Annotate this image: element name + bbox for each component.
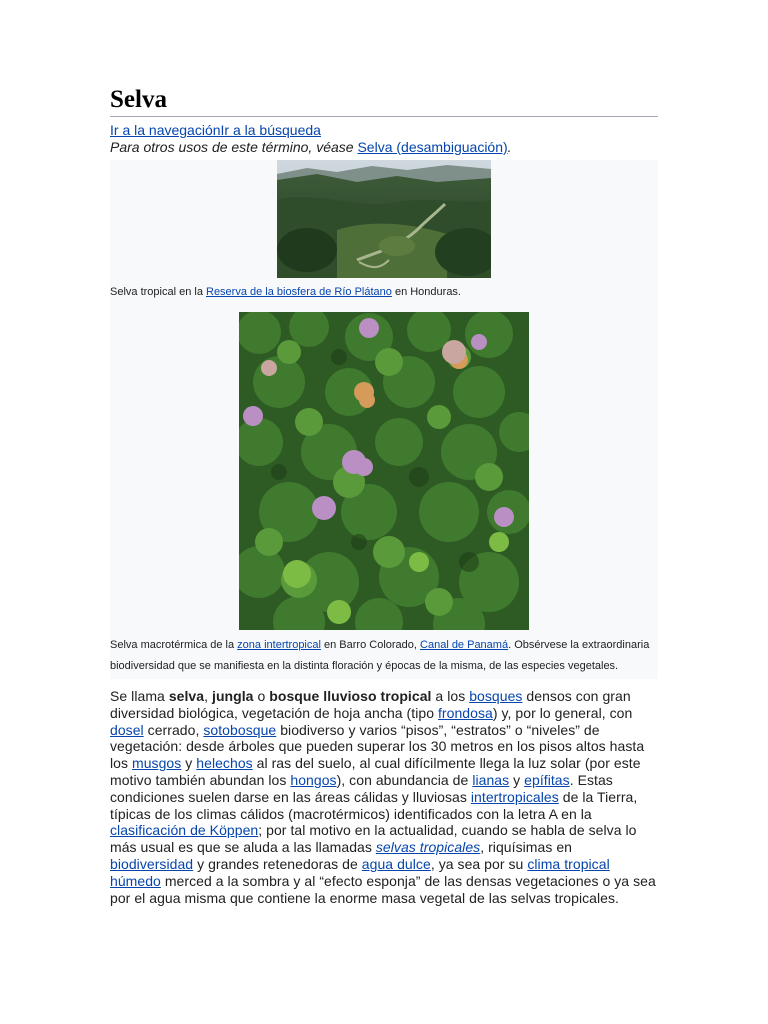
clima-tropical-humedo-link[interactable]: clima tropical húmedo bbox=[110, 855, 610, 889]
clasificacion-koppen-link[interactable]: clasificación de Köppen bbox=[110, 822, 259, 839]
figure1-caption bbox=[110, 282, 658, 303]
jump-links bbox=[110, 122, 658, 139]
article bbox=[110, 86, 658, 906]
text-span: , riquísimas en bbox=[480, 839, 573, 856]
canal-de-panama-link[interactable]: Canal de Panamá bbox=[420, 639, 509, 651]
hongos-link[interactable]: hongos bbox=[290, 771, 337, 788]
lianas-link[interactable]: lianas bbox=[472, 771, 510, 788]
figure1-caption-end: en Honduras. bbox=[391, 286, 461, 298]
zona-intertropical-link[interactable]: zona intertropical bbox=[237, 639, 321, 651]
text-span: ) y, por lo general, con bbox=[492, 704, 633, 721]
text-span: densos con gran diversidad biológica, vegetación de hoja ancha (tipo bbox=[110, 688, 631, 721]
bosques-link[interactable]: bosques bbox=[469, 688, 523, 704]
jump-to-navigation-link[interactable]: Ir a la navegación bbox=[110, 122, 221, 138]
musgos-link[interactable]: musgos bbox=[132, 755, 182, 772]
figure2-caption bbox=[110, 635, 658, 677]
biodiversidad-link[interactable]: biodiversidad bbox=[110, 855, 194, 872]
helechos-link[interactable]: helechos bbox=[196, 755, 253, 772]
hatnote-text: Para otros usos de este término, véase bbox=[110, 139, 358, 155]
rio-platano-forest-image[interactable] bbox=[277, 160, 491, 278]
text-span: de la Tierra, típicas de los climas cálidos (macrotérmicos) identificados con la letra A en la bbox=[110, 788, 638, 822]
hatnote bbox=[110, 139, 658, 156]
text-span: y grandes retenedoras de bbox=[193, 855, 362, 872]
text-span: ; por tal motivo en la actualidad, cuando se habla de selva lo más usual es que se aluda a las llamadas bbox=[110, 822, 637, 856]
text-span: merced a la sombra y al “efecto esponja” de las densas vegetaciones o ya sea por el agua misma que contiene la enorme masa vegetal de las selvas tropicales. bbox=[110, 872, 656, 906]
intro-paragraph bbox=[110, 688, 658, 906]
dosel-link[interactable]: dosel bbox=[110, 721, 144, 738]
text-span: y bbox=[181, 755, 197, 772]
text-span: a los bbox=[431, 688, 470, 704]
barro-colorado-canopy-image[interactable] bbox=[239, 312, 529, 630]
figure1-caption-text: Selva tropical en la bbox=[110, 286, 206, 298]
figure2-caption-text: Selva macrotérmica de la bbox=[110, 639, 238, 651]
bold-term-selva: selva bbox=[168, 688, 205, 704]
text-span: biodiverso y varios “pisos”, “estratos” o “niveles” de vegetación: desde árboles que pueden superar los 30 metros en los pisos altos hasta los bbox=[110, 721, 645, 772]
rio-platano-link[interactable]: Reserva de la biosfera de Río Plátano bbox=[206, 286, 392, 298]
disambiguation-link[interactable]: Selva (desambiguación) bbox=[357, 139, 508, 155]
text-span: . Estas condiciones suelen darse en las áreas cálidas y lluviosas bbox=[110, 771, 613, 805]
text-span: al ras del suelo, al cual difícilmente llega la luz solar (por este motivo también abundan los bbox=[110, 755, 641, 788]
agua-dulce-link[interactable]: agua dulce bbox=[361, 855, 431, 872]
figures-box bbox=[110, 160, 658, 679]
bold-term-jungla: jungla bbox=[212, 688, 254, 704]
intertropicales-link[interactable]: intertropicales bbox=[470, 788, 559, 805]
text-span: ), con abundancia de bbox=[336, 771, 473, 788]
text-span: , bbox=[204, 688, 212, 704]
epifitas-link[interactable]: epífitas bbox=[524, 771, 570, 788]
text-span: y bbox=[509, 771, 525, 788]
jump-to-search-link[interactable]: Ir a la búsqueda bbox=[220, 122, 321, 138]
hatnote-period: . bbox=[507, 139, 512, 155]
text-span: cerrado, bbox=[143, 721, 204, 738]
page-title: Selva bbox=[110, 86, 658, 117]
figure2-caption-mid: en Barro Colorado, bbox=[320, 639, 421, 651]
text-span: , ya sea por su bbox=[430, 855, 528, 872]
frondosa-link[interactable]: frondosa bbox=[437, 704, 493, 721]
bold-term-bosque-lluvioso: bosque lluvioso tropical bbox=[269, 688, 432, 704]
text-span: o bbox=[253, 688, 270, 704]
text-span: Se llama bbox=[110, 688, 169, 704]
selvas-tropicales-link[interactable]: selvas tropicales bbox=[375, 839, 481, 856]
sotobosque-link[interactable]: sotobosque bbox=[203, 721, 277, 738]
figure2-caption-end: . Obsérvese la extraordinaria biodiversidad que se manifiesta en la distinta floración y épocas de la misma, de las especies vegetales. bbox=[110, 639, 650, 672]
